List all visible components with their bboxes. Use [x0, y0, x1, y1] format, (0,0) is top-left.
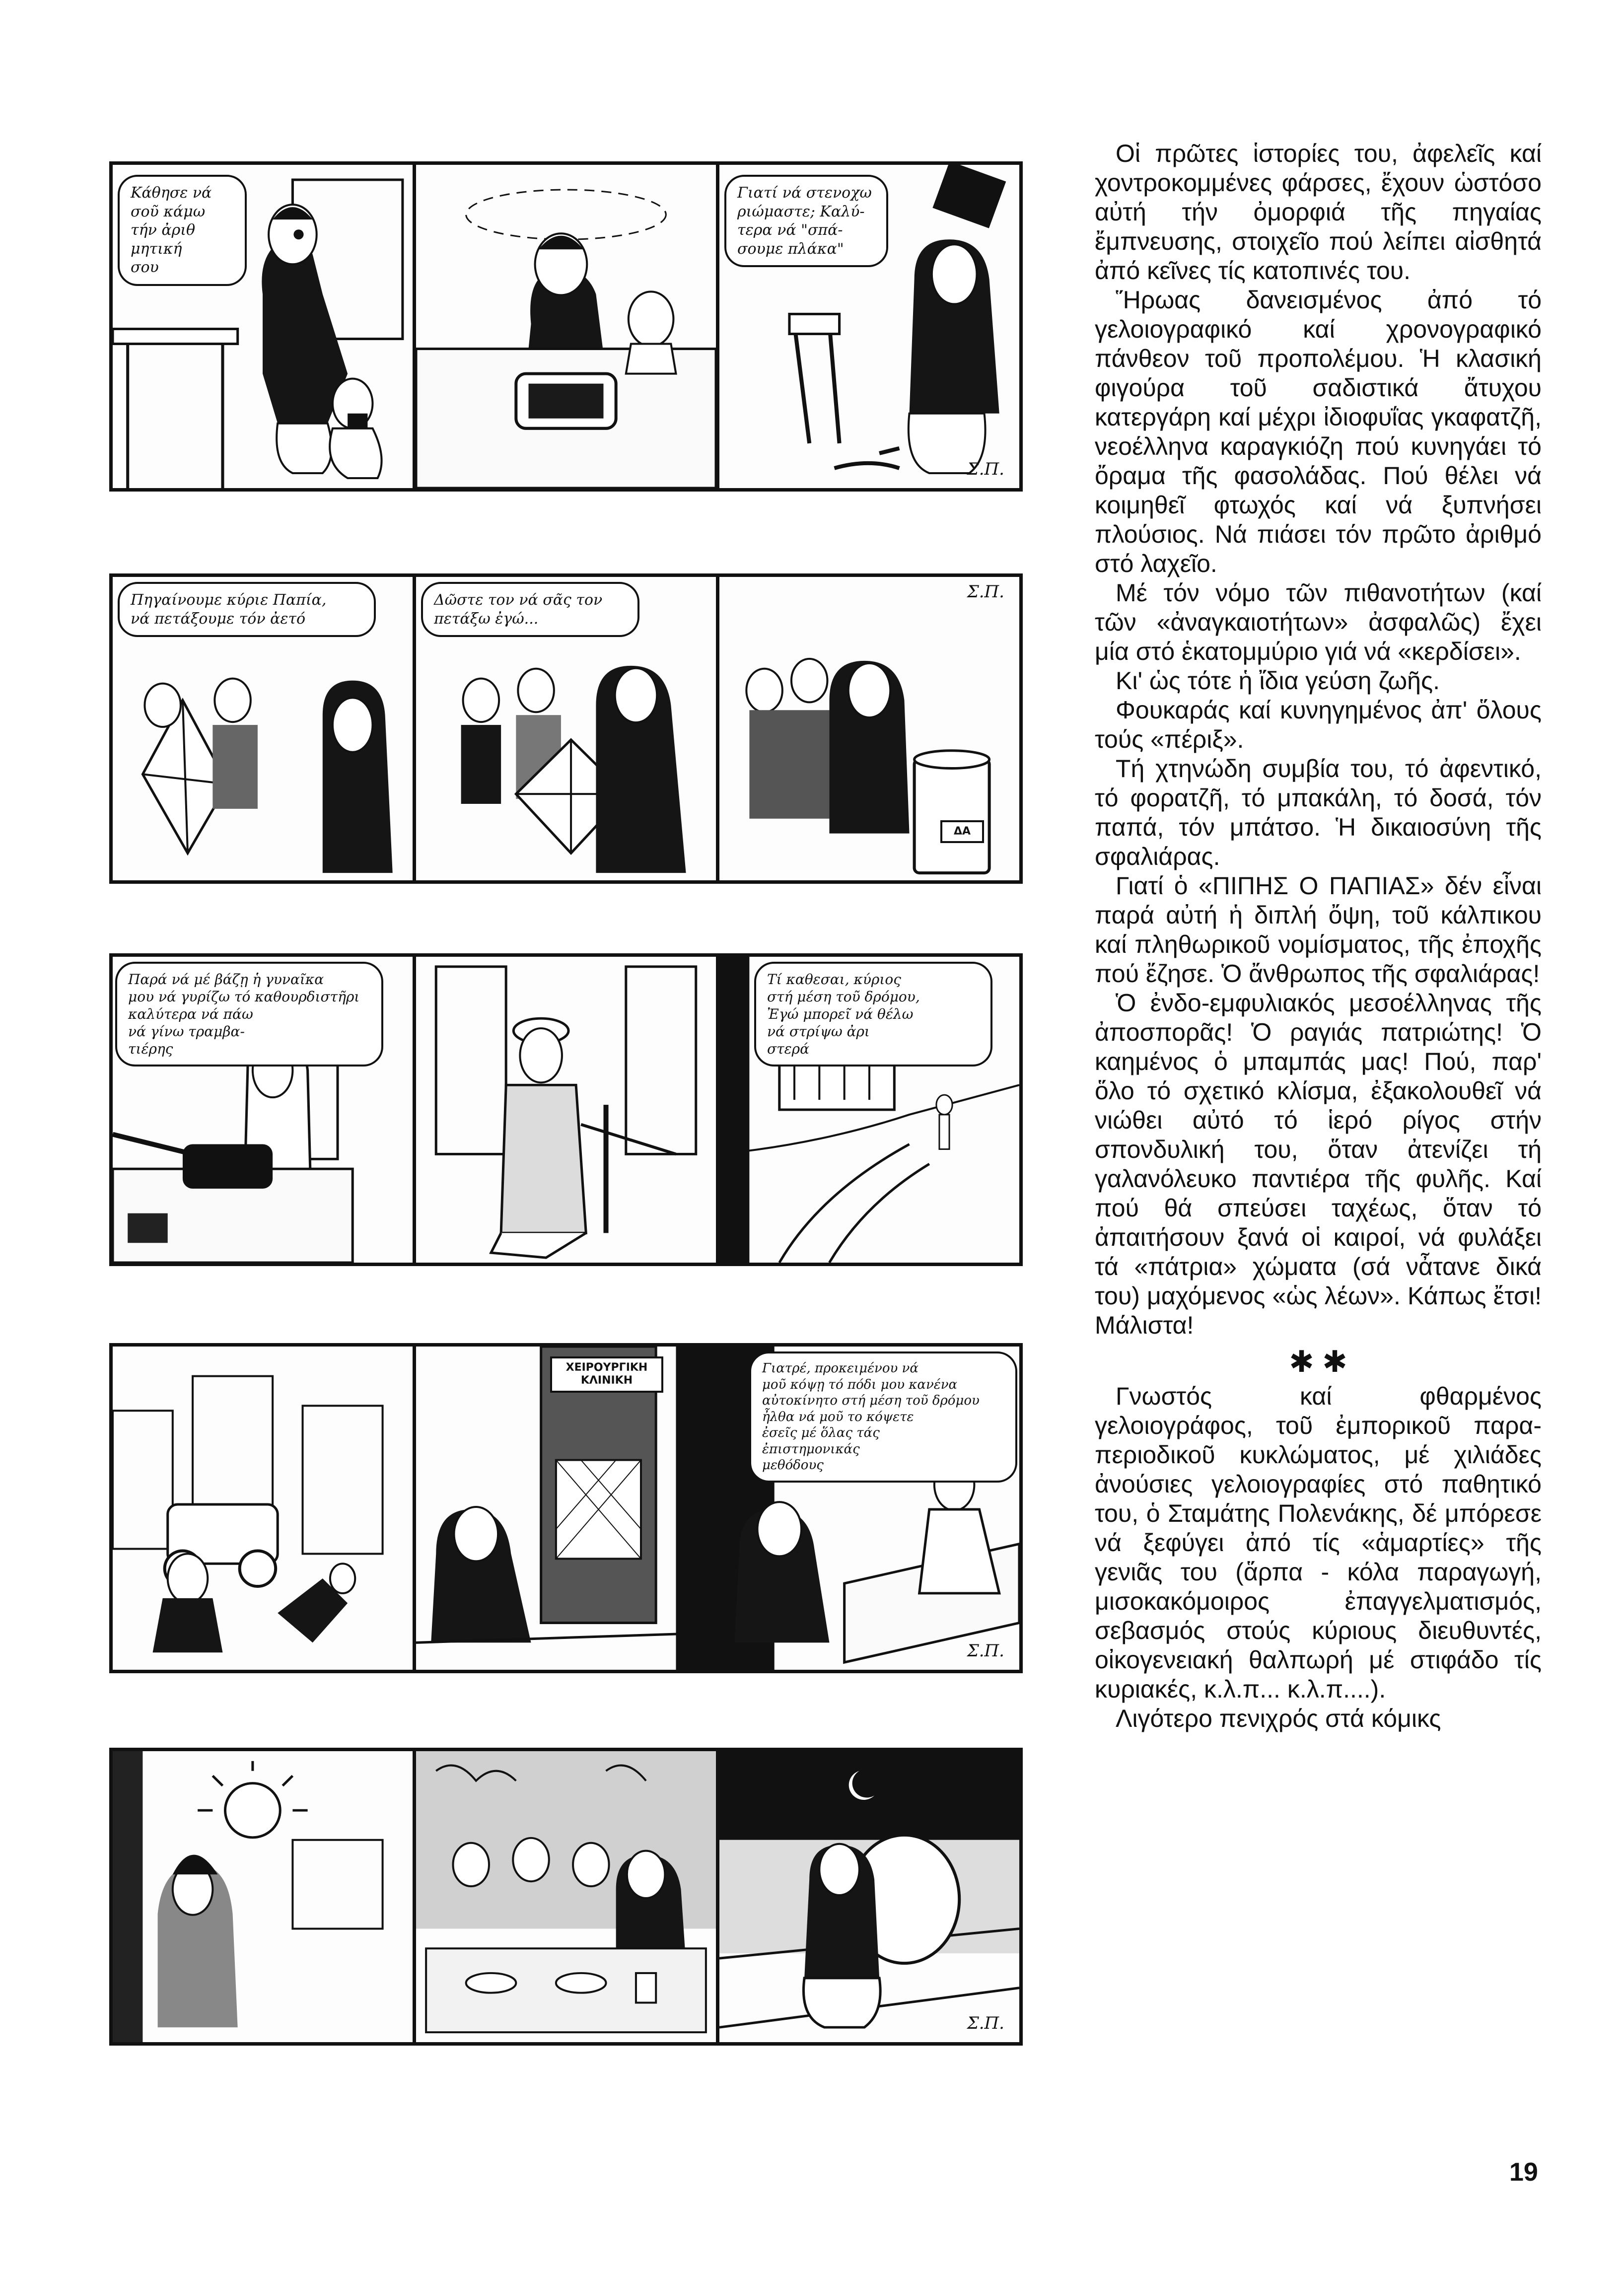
comic-strip-1 — [109, 161, 1023, 492]
strip4-panel-2 — [416, 1347, 719, 1670]
comic-strip-5 — [109, 1748, 1023, 2046]
strip3-bubble-1: Παρά νά μέ βάζῃ ἡ γυναῖκα μου νά γυρίζω τό καθουρδιστῆρι καλύτερα νά πάω νά γίνω τραμβα- τιέρης — [115, 962, 383, 1066]
article-text — [1095, 139, 1542, 1733]
strip2-panel-1 — [113, 577, 416, 880]
comic-strip-4 — [109, 1343, 1023, 1673]
strip2-bubble-2: Δῶστε τον νά σᾶς τον πετάξω ἐγώ... — [421, 582, 639, 637]
strip2-panel-3 — [719, 577, 1019, 880]
strip4-signature: Σ.Π. — [967, 1641, 1004, 1661]
strip1-panel-1 — [113, 165, 416, 488]
strip5-panel1-art — [113, 1751, 413, 2042]
section-separator: ✱ ✱ — [1289, 1345, 1347, 1378]
strip5-panel-1 — [113, 1751, 416, 2042]
strip1-signature: Σ.Π. — [967, 459, 1004, 479]
article-paragraph: Οἱ πρῶτες ἱστορίες του, ἀφελεῖς καί χοντροκομμένες φάρσες, ἔχουν ὡστόσο αὐτή τήν ὀμορφιά τῆς πηγαίας ἔμπνευσης, στοιχεῖο πού λείπει αἰσθητά ἀπό κεῖνες τίς κατοπινές του. — [1095, 140, 1542, 284]
article-paragraph: Λιγότερο πενιχρός στά κόμικς — [1116, 1705, 1441, 1732]
strip2-bin-label: ΔΑ — [940, 820, 984, 843]
strip4-panel-3 — [719, 1347, 1019, 1670]
strip1-panel-2 — [416, 165, 719, 488]
strip1-bubble-1: Κάθησε νά σοῦ κάμω τήν ἀριθ μητική σου — [118, 175, 247, 286]
strip2-panel-2 — [416, 577, 719, 880]
strip3-panel-2 — [416, 957, 719, 1263]
page-number: 19 — [1509, 2158, 1538, 2187]
strip2-signature: Σ.Π. — [967, 582, 1004, 602]
strip4-panel1-art — [113, 1347, 413, 1670]
strip1-panel2-art — [416, 165, 716, 488]
article-paragraph: Φουκαράς καί κυνηγημένος ἀπ' ὅλους τούς «πέριξ». — [1095, 696, 1542, 753]
strip4-panel-1 — [113, 1347, 416, 1670]
strip5-panel3-art — [719, 1751, 1019, 2042]
article-paragraph: Μέ τόν νόμο τῶν πιθανοτήτων (καί τῶν «ἀναγκαιοτήτων» ἀσφαλῶς) ἔχει μία στό ἑκατομμύριο γιά νά «κερδίσει». — [1095, 579, 1542, 665]
article-paragraph: Ἥρωας δανεισμένος ἀπό τό γελοιογραφικό καί χρονογραφικό πάνθεον τοῦ προπολέμου. Ἡ κλασική φιγούρα τοῦ σαδιστικά ἄτυχου κατεργάρη καί μέχρι ἰδιοφυΐας γκαφατζῆ, νεοέλληνα καραγκιόζη πού κυνηγάει τό ὄραμα τῆς φασολάδας. Πού θέλει νά κοιμηθεῖ φτωχός καί νά ξυπνήσει πλούσιος. Νά πιάσει τόν πρῶτο ἀριθμό στό λαχεῖο. — [1095, 286, 1542, 577]
strip1-bubble-3: Γιατί νά στενοχω ριώμαστε; Καλύ- τερα νά "σπά- σουμε πλάκα" — [724, 175, 888, 267]
strip5-signature: Σ.Π. — [967, 2013, 1004, 2033]
strip1-panel-3 — [719, 165, 1019, 488]
strip4-clinic-sign: ΧΕΙΡΟΥΡΓΙΚΗ ΚΛΙΝΙΚΗ — [550, 1356, 663, 1393]
strip2-bubble-1: Πηγαίνουμε κύριε Παπία, νά πετάξουμε τόν ἀετό — [118, 582, 376, 637]
strip3-panel-1 — [113, 957, 416, 1263]
strip4-panel2-art — [416, 1347, 716, 1670]
article-paragraph: Τή χτηνώδη συμβία του, τό ἀφεντικό, τό φορατζῆ, τό μπακάλη, τό δοσά, τόν παπά, τόν μπάτσο. Ἡ δικαιοσύνη τῆς σφαλιάρας. — [1095, 755, 1542, 870]
strip3-panel2-art — [416, 957, 716, 1263]
article-paragraph: Γνωστός καί φθαρμένος γελοιογράφος, τοῦ ἐμπορικοῦ παρα-περιοδικοῦ κυκλώματος, μέ χιλιάδες ἀνούσιες γελοιογραφίες στό παθητικό του, ὁ Σταμάτης Πολενάκης, δέ μπόρεσε νά ξεφύγει ἀπό τίς «ἁμαρτίες» τῆς γενιᾶς του (ἅρπα - κόλα παραγωγή, μισοκακόμοιρος ἐπαγγελματισμός, σεβασμός στούς κύριους διευθυντές, οἰκογενειακή θαλπωρή μέ στιφάδο τίς κυριακές, κ.λ.π... κ.λ.π....). — [1095, 1382, 1542, 1703]
strip5-panel-3 — [719, 1751, 1019, 2042]
strip3-panel-3 — [719, 957, 1019, 1263]
strip5-panel2-art — [416, 1751, 716, 2042]
article-paragraph: Κι' ὡς τότε ἡ ἴδια γεύση ζωῆς. — [1116, 667, 1440, 695]
strip4-bubble-3: Γιατρέ, προκειμένου νά μοῦ κόψῃ τό πόδι μου κανένα αὐτοκίνητο στή μέση τοῦ δρόμου ἦλθα νά μοῦ το κόψετε ἐσεῖς μέ ὅλας τάς ἐπιστημονικάς μεθόδους — [749, 1351, 1017, 1483]
article-paragraph: Γιατί ὁ «ΠΙΠΗΣ Ο ΠΑΠΙΑΣ» δέν εἶναι παρά αὐτή ἡ διπλή ὄψη, τοῦ κάλπικου καί πληθωρικοῦ νομίσματος, τῆς ἐποχῆς πού ἔζησε. Ὁ ἄνθρωπος τῆς σφαλιάρας! — [1095, 872, 1542, 988]
article-paragraph: Ὁ ἐνδο-εμφυλιακός μεσοέλληνας τῆς ἀποσπορᾶς! Ὁ ραγιάς πατριώτης! Ὁ καημένος ὁ μπαμπάς μας! Πού, παρ' ὅλο τό σχετικό κλίσμα, ἐξακολουθεῖ νά νιώθει αὐτό τό ἱερό ρίγος στήν σπονδυλική του, ὅταν ἀτενίζει τή γαλανόλευκο παντιέρα τῆς φυλῆς. Καί πού θά σπεύσει ταχέως, ὅταν τό ἀπαιτήσουν ξανά οἱ καιροί, νά φυλάξει τά «πάτρια» χώματα (σά νἆτανε δικά του) μαχόμενος «ὡς λέων». Κάπως ἔτσι! Μάλιστα! — [1095, 989, 1542, 1339]
strip5-panel-2 — [416, 1751, 719, 2042]
comic-strip-3 — [109, 953, 1023, 1266]
strip3-bubble-3: Τί καθεσαι, κύριος στή μέση τοῦ δρόμου, Ἐγώ μπορεῖ νά θέλω νά στρίψω ἀρι στερά — [754, 962, 992, 1066]
comic-strip-2 — [109, 573, 1023, 884]
